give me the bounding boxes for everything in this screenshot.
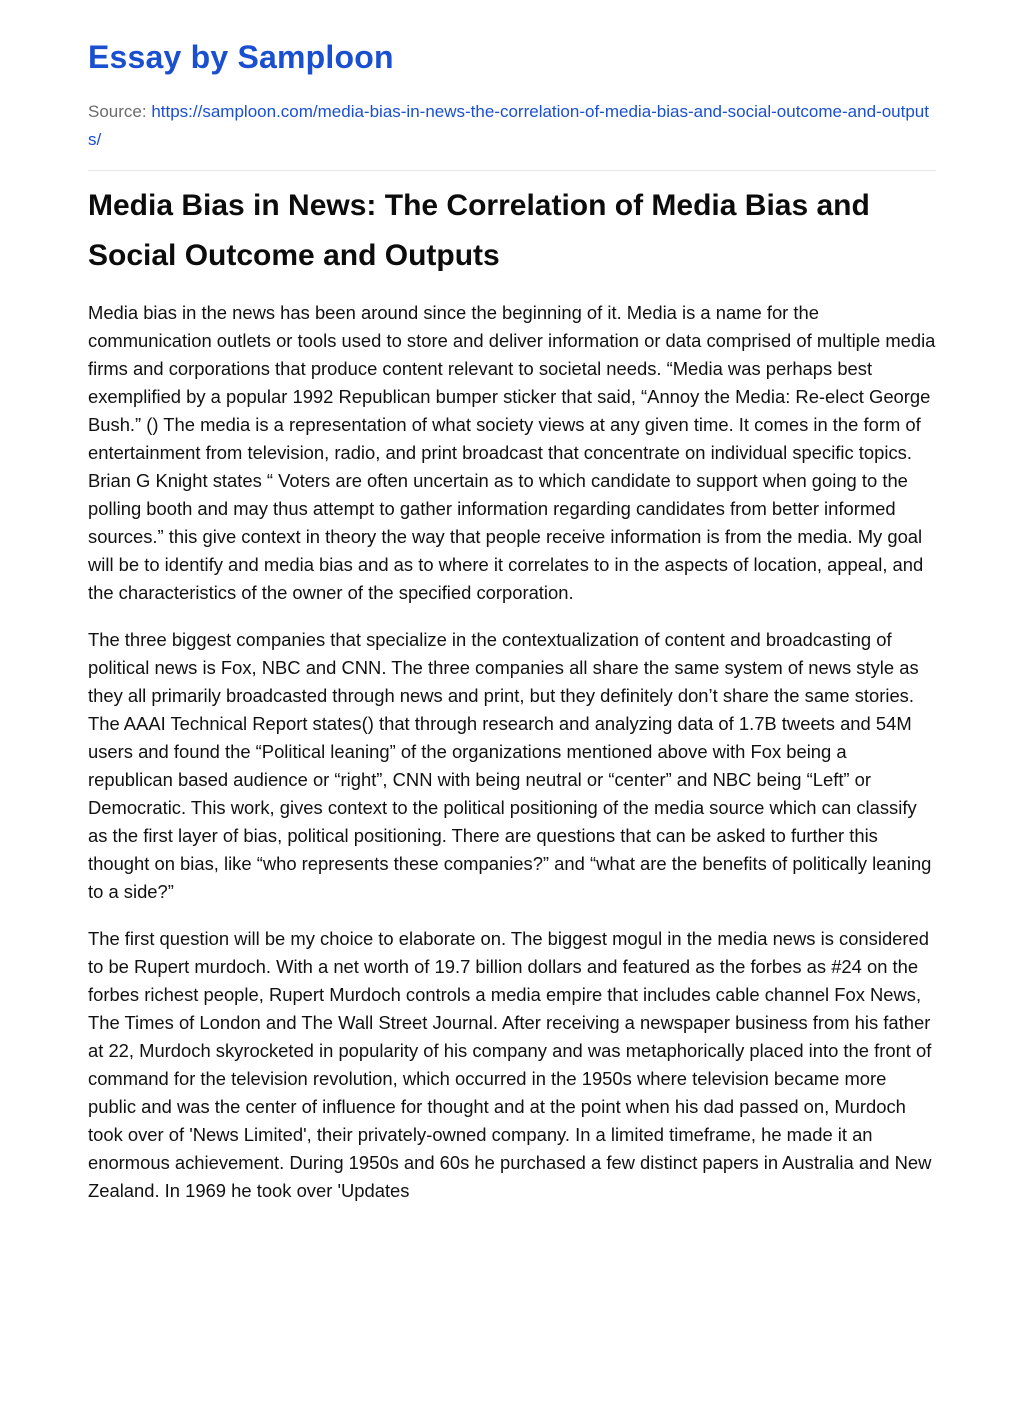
article-title: Media Bias in News: The Correlation of Media Bias and Social Outcome and Outputs [88, 189, 870, 272]
paragraph: Media bias in the news has been around since the beginning of it. Media is a name for the communication outlets or tools used to store and deliver information or data comprised of multiple media firms and corporations that produce content relevant to societal needs. “Media was perhaps best exemplified by a popular 1992 Republican bumper sticker that said, “Annoy the Media: Re-elect George Bush.” () The media is a representation of what society views at any given time. It comes in the form of entertainment from television, radio, and print broadcast that concentrate on individual specific topics. Brian G Knight states “ Voters are often uncertain as to which candidate to support when going to the polling booth and may thus attempt to gather information regarding candidates from better informed sources.” this give context in theory the way that people receive information is from the media. My goal will be to identify and media bias and as to where it correlates to in the aspects of location, appeal, and the characteristics of the owner of the specified corporation. [88, 302, 936, 603]
site-brand: Essay by Samploon [88, 39, 394, 75]
article-body [88, 299, 936, 1205]
source-line [88, 98, 936, 154]
source-label: Source: [88, 102, 147, 121]
source-link[interactable]: https://samploon.com/media-bias-in-news-the-correlation-of-media-bias-and-social-outcome-and-outputs/ [88, 102, 929, 149]
header-divider [88, 170, 936, 171]
paragraph: The three biggest companies that specialize in the contextualization of content and broadcasting of political news is Fox, NBC and CNN. The three companies all share the same system of news style as they all primarily broadcasted through news and print, but they definitely don’t share the same stories. The AAAI Technical Report states() that through research and analyzing data of 1.7B tweets and 54M users and found the “Political leaning” of the organizations mentioned above with Fox being a republican based audience or “right”, CNN with being neutral or “center” and NBC being “Left” or Democratic. This work, gives context to the political positioning of the media source which can classify as the first layer of bias, political positioning. There are questions that can be asked to further this thought on bias, like “who represents these companies?” and “what are the benefits of politically leaning to a side?” [88, 629, 932, 902]
paragraph: The first question will be my choice to elaborate on. The biggest mogul in the media news is considered to be Rupert murdoch. With a net worth of 19.7 billion dollars and featured as the forbes as #24 on the forbes richest people, Rupert Murdoch controls a media empire that includes cable channel Fox News, The Times of London and The Wall Street Journal. After receiving a newspaper business from his father at 22, Murdoch skyrocketed in popularity of his company and was metaphorically placed into the front of command for the television revolution, which occurred in the 1950s where television became more public and was the center of influence for thought and at the point when his dad passed on, Murdoch took over of 'News Limited', their privately-owned company. In a limited timeframe, he made it an enormous achievement. During 1950s and 60s he purchased a few distinct papers in Australia and New Zealand. In 1969 he took over 'Updates [88, 928, 932, 1201]
